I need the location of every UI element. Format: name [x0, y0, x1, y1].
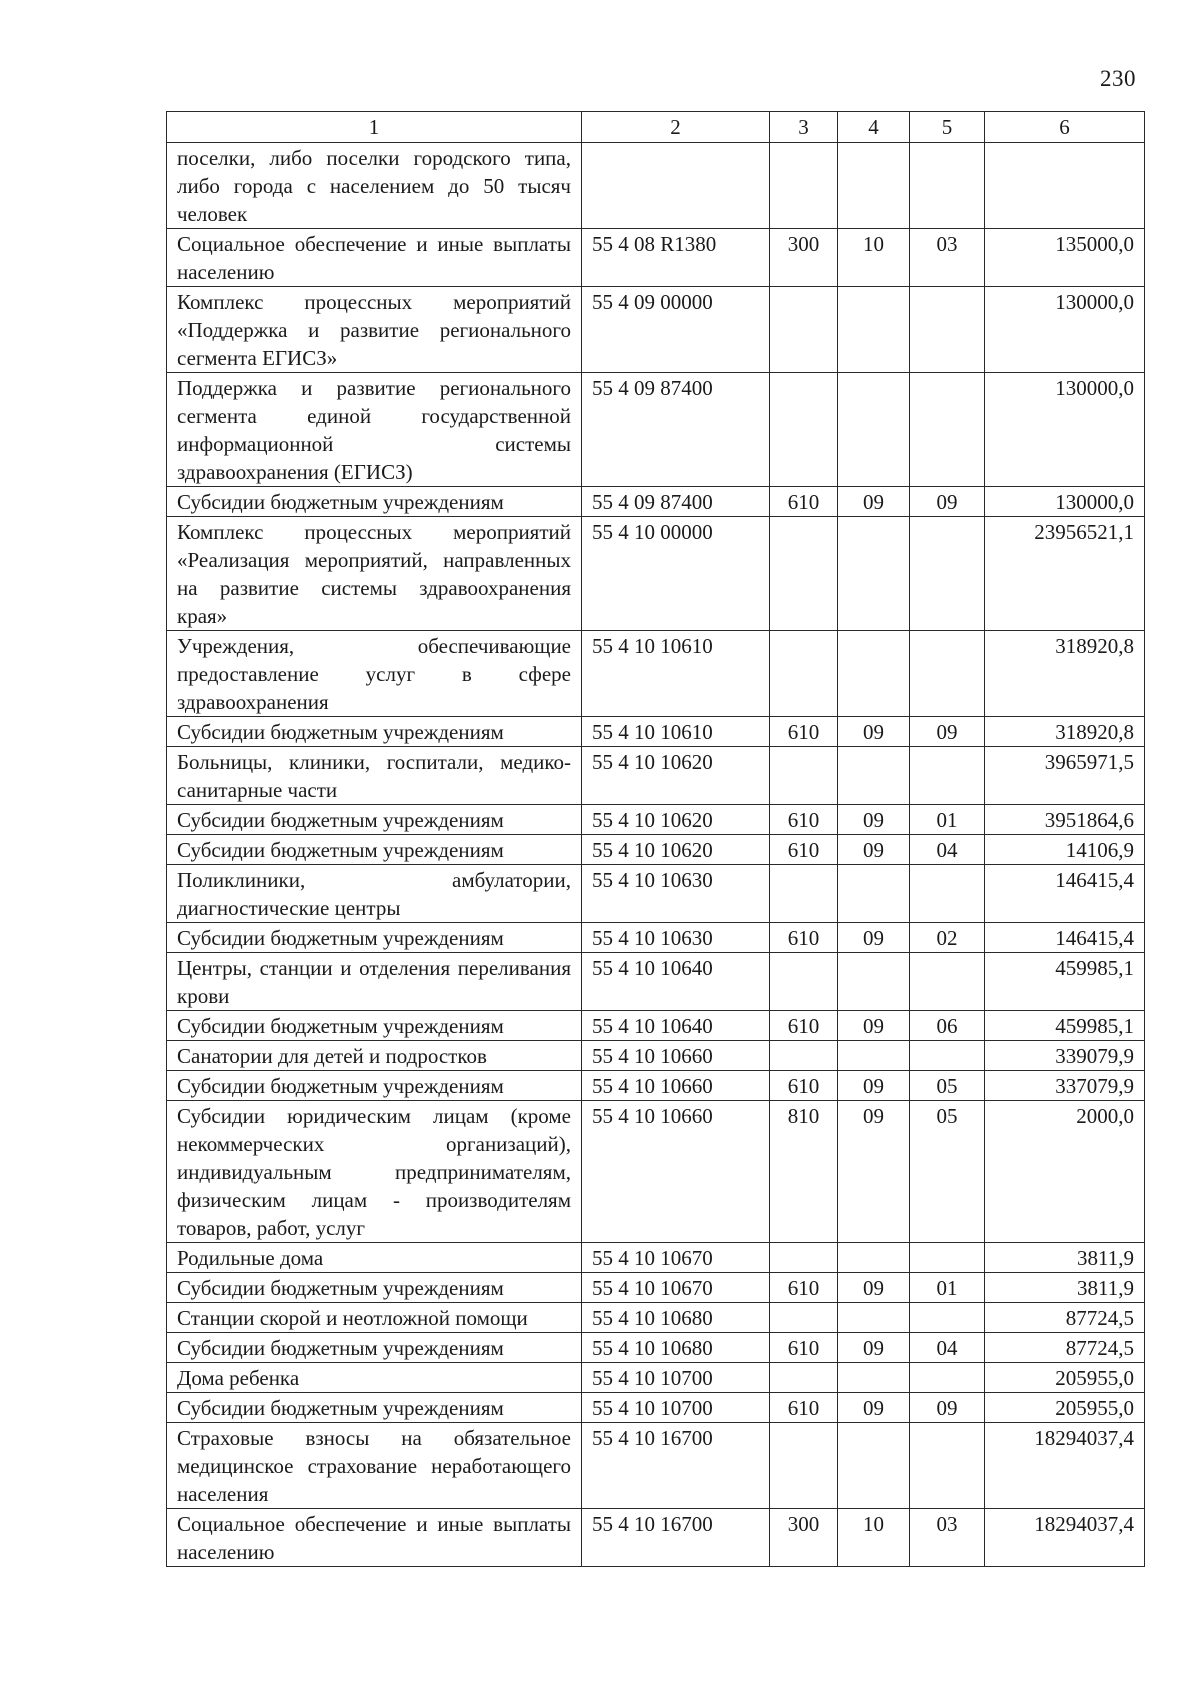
- table-row: [167, 953, 1145, 1011]
- header-col-6: 6: [985, 112, 1145, 143]
- expense-type-cell: 810: [770, 1101, 838, 1243]
- table-body: [167, 143, 1145, 1567]
- table-row: [167, 1303, 1145, 1333]
- item-name-cell: Дома ребенка: [167, 1363, 582, 1393]
- table-row: [167, 1393, 1145, 1423]
- expense-type-cell: 300: [770, 229, 838, 287]
- expense-type-cell: 610: [770, 1071, 838, 1101]
- amount-cell: 87724,5: [985, 1303, 1145, 1333]
- table-row: [167, 805, 1145, 835]
- amount-cell: 87724,5: [985, 1333, 1145, 1363]
- expense-type-cell: [770, 1243, 838, 1273]
- expense-type-cell: [770, 1041, 838, 1071]
- subsection-cell: [910, 631, 985, 717]
- item-name-cell: Санатории для детей и подростков: [167, 1041, 582, 1071]
- target-code-cell: 55 4 10 10640: [582, 953, 770, 1011]
- item-name-cell: Субсидии бюджетным учреждениям: [167, 1333, 582, 1363]
- item-name-cell: Субсидии бюджетным учреждениям: [167, 923, 582, 953]
- subsection-cell: 01: [910, 1273, 985, 1303]
- table-row: [167, 229, 1145, 287]
- section-cell: 09: [838, 1071, 910, 1101]
- table-row: [167, 865, 1145, 923]
- table-row: [167, 1101, 1145, 1243]
- budget-table: [166, 111, 1145, 1567]
- table-row: [167, 373, 1145, 487]
- section-cell: 09: [838, 835, 910, 865]
- item-name-cell: Поддержка и развитие регионального сегмента единой государственной информационной системы здравоохранения (ЕГИСЗ): [167, 373, 582, 487]
- item-name-cell: Социальное обеспечение и иные выплаты населению: [167, 1509, 582, 1567]
- table-row: [167, 1243, 1145, 1273]
- section-cell: 09: [838, 1011, 910, 1041]
- table-row: [167, 835, 1145, 865]
- header-col-2: 2: [582, 112, 770, 143]
- section-cell: [838, 1303, 910, 1333]
- item-name-cell: поселки, либо поселки городского типа, либо города с населением до 50 тысяч человек: [167, 143, 582, 229]
- subsection-cell: [910, 287, 985, 373]
- target-code-cell: 55 4 10 10670: [582, 1243, 770, 1273]
- table-row: [167, 717, 1145, 747]
- expense-type-cell: 610: [770, 1011, 838, 1041]
- section-cell: 10: [838, 1509, 910, 1567]
- item-name-cell: Социальное обеспечение и иные выплаты населению: [167, 229, 582, 287]
- target-code-cell: 55 4 10 16700: [582, 1423, 770, 1509]
- expense-type-cell: [770, 1363, 838, 1393]
- table-row: [167, 517, 1145, 631]
- table-row: [167, 1071, 1145, 1101]
- target-code-cell: 55 4 10 10610: [582, 717, 770, 747]
- section-cell: [838, 287, 910, 373]
- expense-type-cell: 610: [770, 1333, 838, 1363]
- amount-cell: 14106,9: [985, 835, 1145, 865]
- section-cell: 09: [838, 1101, 910, 1243]
- section-cell: [838, 143, 910, 229]
- target-code-cell: 55 4 10 10610: [582, 631, 770, 717]
- target-code-cell: 55 4 10 10630: [582, 923, 770, 953]
- subsection-cell: 02: [910, 923, 985, 953]
- section-cell: 10: [838, 229, 910, 287]
- expense-type-cell: 610: [770, 805, 838, 835]
- amount-cell: 205955,0: [985, 1363, 1145, 1393]
- table-row: [167, 923, 1145, 953]
- section-cell: 09: [838, 805, 910, 835]
- item-name-cell: Страховые взносы на обязательное медицинское страхование неработающего населения: [167, 1423, 582, 1509]
- subsection-cell: [910, 1243, 985, 1273]
- table-row: [167, 1363, 1145, 1393]
- amount-cell: 2000,0: [985, 1101, 1145, 1243]
- item-name-cell: Больницы, клиники, госпитали, медико-санитарные части: [167, 747, 582, 805]
- expense-type-cell: [770, 1303, 838, 1333]
- target-code-cell: 55 4 10 10660: [582, 1071, 770, 1101]
- section-cell: [838, 953, 910, 1011]
- subsection-cell: 06: [910, 1011, 985, 1041]
- target-code-cell: 55 4 10 10660: [582, 1101, 770, 1243]
- amount-cell: [985, 143, 1145, 229]
- expense-type-cell: 610: [770, 487, 838, 517]
- subsection-cell: [910, 1423, 985, 1509]
- amount-cell: 130000,0: [985, 373, 1145, 487]
- amount-cell: 146415,4: [985, 923, 1145, 953]
- section-cell: 09: [838, 1393, 910, 1423]
- amount-cell: 318920,8: [985, 631, 1145, 717]
- amount-cell: 3811,9: [985, 1273, 1145, 1303]
- expense-type-cell: [770, 747, 838, 805]
- item-name-cell: Комплекс процессных мероприятий «Реализация мероприятий, направленных на развитие системы здравоохранения края»: [167, 517, 582, 631]
- table-row: [167, 487, 1145, 517]
- subsection-cell: 04: [910, 1333, 985, 1363]
- table-row: [167, 1509, 1145, 1567]
- subsection-cell: 03: [910, 1509, 985, 1567]
- item-name-cell: Субсидии бюджетным учреждениям: [167, 835, 582, 865]
- item-name-cell: Субсидии юридическим лицам (кроме некоммерческих организаций), индивидуальным предпринимателям, физическим лицам - производителям товаров, работ, услуг: [167, 1101, 582, 1243]
- target-code-cell: 55 4 09 87400: [582, 373, 770, 487]
- section-cell: 09: [838, 923, 910, 953]
- section-cell: 09: [838, 487, 910, 517]
- section-cell: [838, 517, 910, 631]
- expense-type-cell: [770, 373, 838, 487]
- header-col-4: 4: [838, 112, 910, 143]
- target-code-cell: 55 4 10 16700: [582, 1509, 770, 1567]
- target-code-cell: 55 4 10 10680: [582, 1303, 770, 1333]
- expense-type-cell: [770, 143, 838, 229]
- subsection-cell: [910, 1303, 985, 1333]
- item-name-cell: Субсидии бюджетным учреждениям: [167, 1071, 582, 1101]
- subsection-cell: 03: [910, 229, 985, 287]
- subsection-cell: [910, 865, 985, 923]
- expense-type-cell: 610: [770, 1273, 838, 1303]
- section-cell: [838, 747, 910, 805]
- expense-type-cell: [770, 631, 838, 717]
- item-name-cell: Комплекс процессных мероприятий «Поддержка и развитие регионального сегмента ЕГИСЗ»: [167, 287, 582, 373]
- table-row: [167, 1011, 1145, 1041]
- target-code-cell: 55 4 10 10680: [582, 1333, 770, 1363]
- amount-cell: 318920,8: [985, 717, 1145, 747]
- amount-cell: 135000,0: [985, 229, 1145, 287]
- table-row: [167, 747, 1145, 805]
- subsection-cell: 09: [910, 1393, 985, 1423]
- subsection-cell: [910, 143, 985, 229]
- table-row: [167, 1423, 1145, 1509]
- subsection-cell: [910, 373, 985, 487]
- table-row: [167, 1273, 1145, 1303]
- amount-cell: 337079,9: [985, 1071, 1145, 1101]
- header-row: [167, 112, 1145, 143]
- item-name-cell: Субсидии бюджетным учреждениям: [167, 487, 582, 517]
- section-cell: [838, 1423, 910, 1509]
- section-cell: [838, 865, 910, 923]
- target-code-cell: 55 4 10 10700: [582, 1363, 770, 1393]
- item-name-cell: Поликлиники, амбулатории, диагностические центры: [167, 865, 582, 923]
- item-name-cell: Субсидии бюджетным учреждениям: [167, 1393, 582, 1423]
- page-number: 230: [1100, 66, 1136, 91]
- table-row: [167, 1041, 1145, 1071]
- expense-type-cell: 300: [770, 1509, 838, 1567]
- amount-cell: 130000,0: [985, 287, 1145, 373]
- subsection-cell: 04: [910, 835, 985, 865]
- expense-type-cell: 610: [770, 923, 838, 953]
- item-name-cell: Станции скорой и неотложной помощи: [167, 1303, 582, 1333]
- section-cell: [838, 1041, 910, 1071]
- subsection-cell: [910, 747, 985, 805]
- target-code-cell: [582, 143, 770, 229]
- item-name-cell: Учреждения, обеспечивающие предоставление услуг в сфере здравоохранения: [167, 631, 582, 717]
- amount-cell: 18294037,4: [985, 1423, 1145, 1509]
- amount-cell: 3811,9: [985, 1243, 1145, 1273]
- subsection-cell: [910, 1363, 985, 1393]
- header-col-3: 3: [770, 112, 838, 143]
- section-cell: [838, 1243, 910, 1273]
- item-name-cell: Субсидии бюджетным учреждениям: [167, 805, 582, 835]
- item-name-cell: Субсидии бюджетным учреждениям: [167, 1011, 582, 1041]
- amount-cell: 23956521,1: [985, 517, 1145, 631]
- header-col-1: 1: [167, 112, 582, 143]
- subsection-cell: 09: [910, 487, 985, 517]
- section-cell: 09: [838, 717, 910, 747]
- expense-type-cell: 610: [770, 717, 838, 747]
- target-code-cell: 55 4 09 87400: [582, 487, 770, 517]
- target-code-cell: 55 4 08 R1380: [582, 229, 770, 287]
- subsection-cell: 09: [910, 717, 985, 747]
- expense-type-cell: 610: [770, 1393, 838, 1423]
- amount-cell: 459985,1: [985, 1011, 1145, 1041]
- expense-type-cell: [770, 1423, 838, 1509]
- expense-type-cell: [770, 287, 838, 373]
- subsection-cell: [910, 953, 985, 1011]
- amount-cell: 146415,4: [985, 865, 1145, 923]
- item-name-cell: Центры, станции и отделения переливания крови: [167, 953, 582, 1011]
- target-code-cell: 55 4 10 10640: [582, 1011, 770, 1041]
- subsection-cell: 05: [910, 1071, 985, 1101]
- section-cell: [838, 631, 910, 717]
- target-code-cell: 55 4 10 00000: [582, 517, 770, 631]
- table-row: [167, 287, 1145, 373]
- section-cell: 09: [838, 1273, 910, 1303]
- target-code-cell: 55 4 10 10630: [582, 865, 770, 923]
- table-row: [167, 1333, 1145, 1363]
- expense-type-cell: [770, 865, 838, 923]
- target-code-cell: 55 4 10 10620: [582, 835, 770, 865]
- table-row: [167, 631, 1145, 717]
- subsection-cell: 01: [910, 805, 985, 835]
- item-name-cell: Субсидии бюджетным учреждениям: [167, 1273, 582, 1303]
- header-col-5: 5: [910, 112, 985, 143]
- subsection-cell: 05: [910, 1101, 985, 1243]
- expense-type-cell: 610: [770, 835, 838, 865]
- subsection-cell: [910, 1041, 985, 1071]
- section-cell: [838, 373, 910, 487]
- section-cell: [838, 1363, 910, 1393]
- amount-cell: 18294037,4: [985, 1509, 1145, 1567]
- subsection-cell: [910, 517, 985, 631]
- target-code-cell: 55 4 10 10620: [582, 805, 770, 835]
- target-code-cell: 55 4 10 10700: [582, 1393, 770, 1423]
- table-row: [167, 143, 1145, 229]
- expense-type-cell: [770, 953, 838, 1011]
- amount-cell: 339079,9: [985, 1041, 1145, 1071]
- target-code-cell: 55 4 10 10670: [582, 1273, 770, 1303]
- target-code-cell: 55 4 10 10620: [582, 747, 770, 805]
- section-cell: 09: [838, 1333, 910, 1363]
- target-code-cell: 55 4 09 00000: [582, 287, 770, 373]
- expense-type-cell: [770, 517, 838, 631]
- amount-cell: 205955,0: [985, 1393, 1145, 1423]
- item-name-cell: Родильные дома: [167, 1243, 582, 1273]
- item-name-cell: Субсидии бюджетным учреждениям: [167, 717, 582, 747]
- target-code-cell: 55 4 10 10660: [582, 1041, 770, 1071]
- amount-cell: 3965971,5: [985, 747, 1145, 805]
- amount-cell: 459985,1: [985, 953, 1145, 1011]
- amount-cell: 130000,0: [985, 487, 1145, 517]
- amount-cell: 3951864,6: [985, 805, 1145, 835]
